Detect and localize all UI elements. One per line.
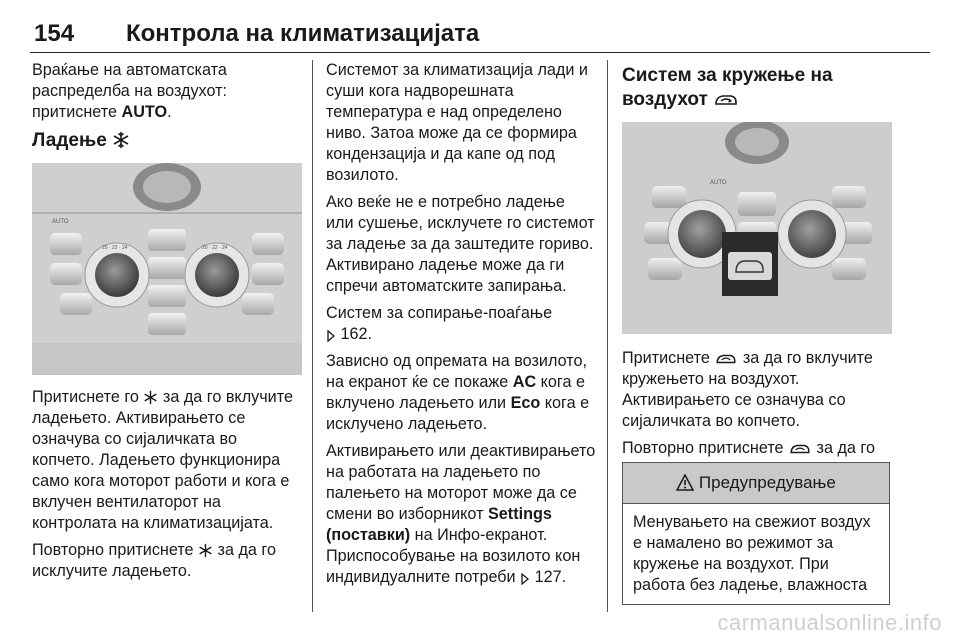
chapter-title: Контрола на климатизацијата (126, 20, 480, 47)
page-number: 154 (34, 20, 75, 47)
recirculation-on-paragraph: Притиснете за да го вклучите кружењето на воздухот. Активирањето се означува со сијаличката во копчето. (622, 349, 873, 430)
auto-key: AUTO (121, 103, 168, 121)
page-header (30, 8, 930, 53)
eco-label: Eco (510, 394, 541, 412)
intro-paragraph: Враќање на автоматската распределба на воздухот: притиснете AUTO. (32, 61, 228, 121)
reference-arrow-icon (326, 330, 336, 342)
reference-arrow-icon (520, 573, 530, 585)
svg-text:20 · 22 · 24: 20 · 22 · 24 (102, 245, 128, 251)
settings-menu-label: Settings (поставки) (326, 505, 552, 544)
paragraph: Ако веќе не е потребно ладење или сушење, исклучете го системот за ладење за да заштедите гориво. Активирано ладење може да ги спречи автоматските запирања. (326, 193, 595, 295)
cooling-on-paragraph: Притиснете го за да го вклучите ладењето. Активирањето се означува со сијаличката во копчето. Ладењето функционира само кога моторот работи и кога е вклучен вентилаторот на контролата на климатизацијата. (32, 388, 293, 532)
recirculation-heading: Систем за кружење на воздухот (622, 65, 833, 110)
column-2 (326, 60, 596, 594)
recirculation-panel-illustration (622, 122, 892, 334)
warning-title: Предупредување (623, 463, 889, 504)
auto-label: AUTO (710, 180, 727, 186)
svg-text:20 · 22 · 24: 20 · 22 · 24 (202, 245, 228, 251)
snowflake-icon (198, 543, 213, 558)
column-3 (622, 60, 892, 486)
column-divider (312, 60, 313, 612)
recirculation-icon (714, 352, 738, 366)
display-paragraph: Зависно од опремата на возилото, на екранот ќе се покаже AC кога е вклучено ладењето или Eco кога е исклучено ладењето. (326, 352, 590, 433)
stop-start-reference: Систем за сопирање-поаѓање 162. (326, 304, 553, 343)
column-1 (32, 60, 302, 588)
climate-panel-illustration (32, 163, 302, 375)
recirculation-icon (713, 92, 739, 108)
ac-label: AC (512, 373, 537, 391)
snowflake-icon (143, 390, 158, 405)
snowflake-icon (112, 131, 130, 149)
warning-box (622, 462, 890, 605)
recirculation-off-paragraph: Повторно притиснете за да го (622, 439, 875, 457)
warning-body: Менувањето на свежиот воздух е намалено во режимот за кружење на воздухот. При работа без ладење, влажноста (633, 513, 871, 594)
warning-triangle-icon (676, 474, 694, 491)
auto-label: AUTO (52, 219, 69, 225)
settings-paragraph: Активирањето или деактивирањето на работата на ладењето по палењето на моторот може да се смени во изборникот Settings (поставки) на Инфо-екранот. Приспособување на возилото кон индивидуалните потреби 127. (326, 442, 596, 586)
paragraph: Системот за климатизација лади и суши кога надворешната температура е над определено ниво. Затоа може да се формира кондензација и да капе од под возилото. (326, 61, 588, 184)
cooling-off-paragraph: Повторно притиснете за да го исклучите ладењето. (32, 541, 276, 580)
climate-panel-photo (32, 163, 302, 375)
recirculation-icon (788, 442, 812, 456)
cooling-heading: Ладење (32, 129, 302, 153)
recirculation-panel-photo (622, 122, 892, 334)
watermark: carmanualsonline.info (717, 610, 942, 635)
column-divider (607, 60, 608, 612)
